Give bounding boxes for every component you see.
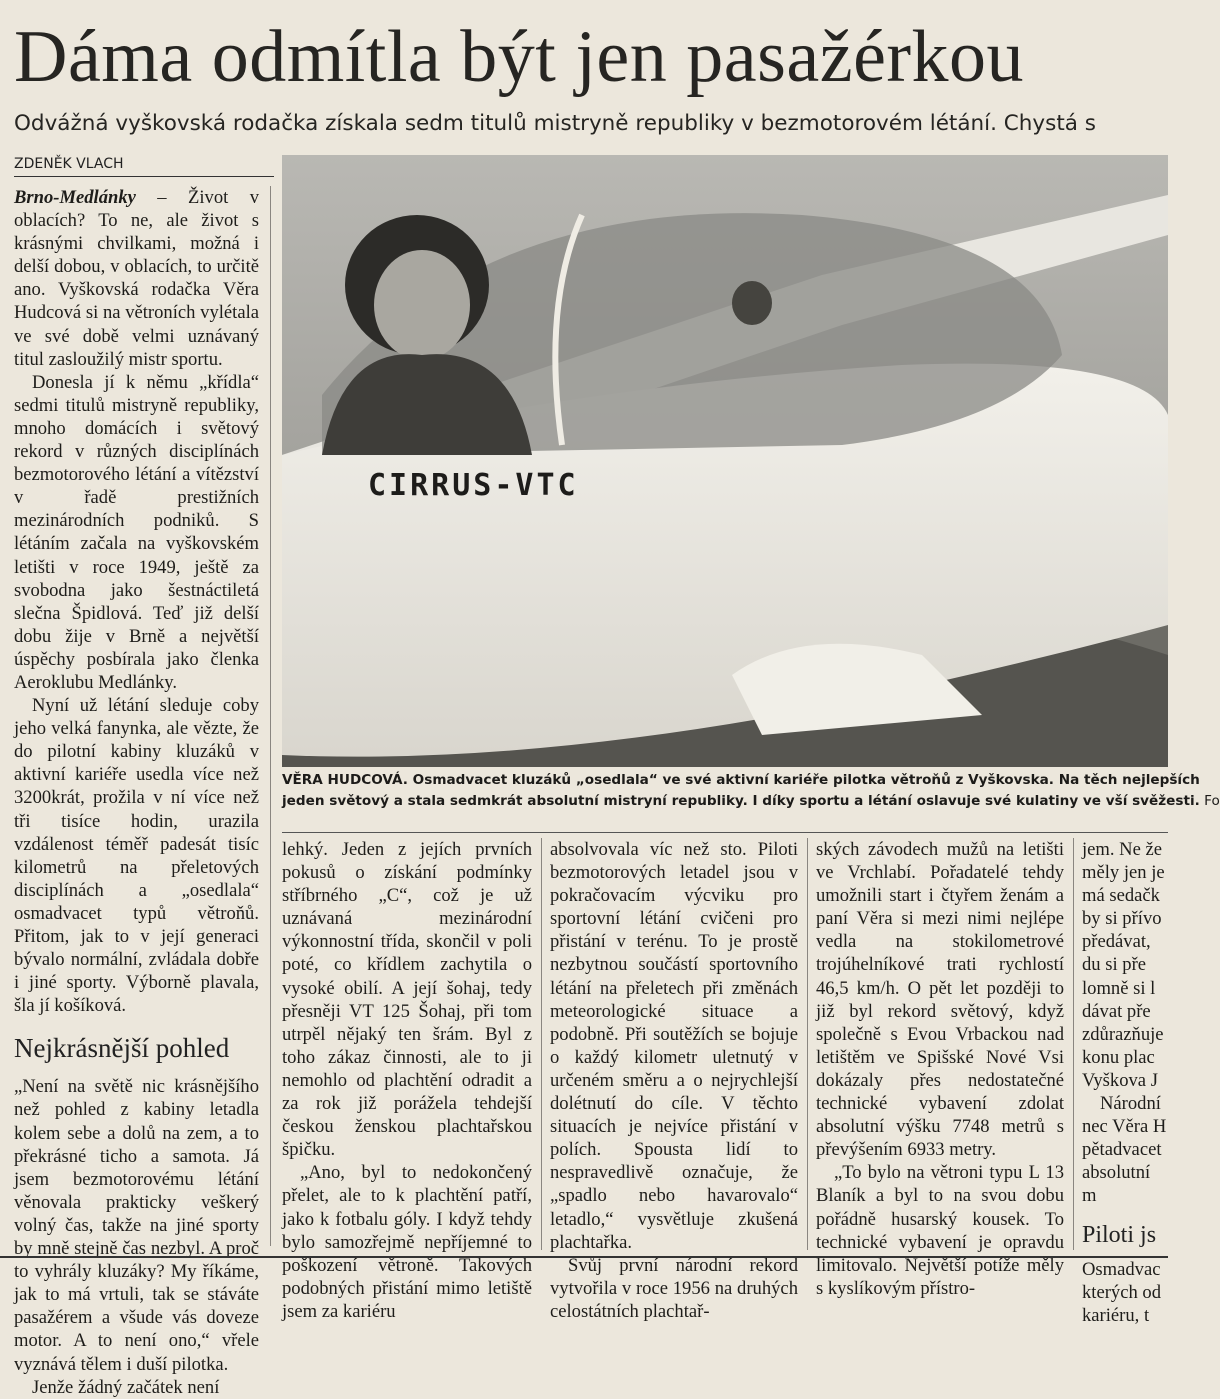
column-rule	[1073, 838, 1074, 1250]
caption-line-1	[282, 770, 1200, 791]
column-5	[1082, 838, 1168, 1326]
paragraph: absolvovala víc než sto. Piloti bezmotorových letadel jsou v pokračovacím výcviku pro sportovní létání cvičeni pro přistání v terénu. To je prostě nezbytnou součástí sportovního létání na přeletech při změnách meteorologické situace a podobně. Při soutěžích se bojuje o každý kilometr uletnutý v určeném směru a o nejrychlejší dolétnutí do cíle. V těchto situacích je nejvíce přistání v polích. Spousta lidí to nespravedlivě označuje, že „spadlo nebo havarovalo“ letadlo,“ vysvětluje zkušená plachtařka.	[550, 839, 798, 1253]
photo-pilot-in-glider	[282, 155, 1168, 767]
paragraph: Jenže žádný začátek není	[32, 1376, 220, 1398]
caption-rule	[282, 832, 1168, 833]
section-subtitle: Nejkrásnější pohled	[14, 1033, 230, 1064]
paragraph: Osmadvac kterých od kariéru, t	[1082, 1258, 1161, 1326]
paragraph: jem. Ne že měly jen je má sedačk by si přívo předávat, du si pře lomně si l dávat pře zdůrazňuje konu plac Vyškova J	[1082, 839, 1165, 1091]
paragraph: Svůj první národní rekord vytvořila v roce 1956 na druhých celostátních plachtař-	[550, 1254, 798, 1322]
paragraph: ských závodech mužů na letišti ve Vrchlabí. Pořadatelé tehdy umožnili start i čtyřem ženám a paní Věra si mezi nimi nejlépe vedla na stokilometrové trojúhelníkové trati rychlostí 46,5 km/h. O pět let později to již byl rekord světový, když společně s Evou Vrbackou nad letištěm ve Spišské Nové Vsi dokázaly přes nedostatečné technické vybavení zdolat absolutní výšku 7748 metrů s převýšením 6933 metry.	[816, 839, 1064, 1161]
paragraph: „Ano, byl to nedokončený přelet, ale to k plachtění patří, jako k fotbalu góly. I když tehdy bylo samozřejmě nepříjemné to poškození větroně. Takových podobných přistání mimo letiště jsem za kariéru	[282, 1162, 532, 1322]
dateline: Brno-Medlánky	[14, 187, 136, 208]
headline: Dáma odmítla být jen pasažérkou	[14, 16, 1025, 98]
column-4	[816, 838, 1064, 1299]
section-subtitle: Piloti js	[1082, 1221, 1157, 1248]
byline: ZDENĚK VLACH	[14, 152, 274, 177]
column-1	[14, 186, 259, 1398]
column-3	[550, 838, 798, 1322]
paragraph: lehký. Jeden z jejích prvních pokusů o získání podmínky stříbrného „C“, což je už uznávaná mezinárodní výkonnostní třída, skončil v poli poté, co křídlem zachytila o vysoké obilí. A její šohaj, tedy přesněji VT 125 Šohaj, při tom utrpěl nějaký ten šrám. Byl z toho zákaz činnosti, ale to ji nemohlo od plachtění odradit a za rok již porážela tehdejší českou ženskou plachtařskou špičku.	[282, 839, 532, 1161]
paragraph: „To bylo na větroni typu L 13 Blaník a byl to na svou dobu pořádně husarský kousek. To technické vybavení je opravdu limitovalo. Největší potíže měly s kyslíkovým přístro-	[816, 1162, 1064, 1299]
bottom-rule	[0, 1256, 1168, 1258]
column-2	[282, 838, 532, 1322]
paragraph: Nyní už létání sleduje coby jeho velká fanynka, ale vězte, že do pilotní kabiny kluzáků v aktivní kariéře usedla více než 3200krát, prožila v ní více než tři tisíce hodin, urazila vzdálenost téměř padesát tisíc kilometrů na přeletových disciplínách a „osedlala“ osmadvacet typů větroňů. Přitom, jak to v její generaci bývalo normální, zvládala dobře i jiné sporty. Výborně plavala, šla jí košíková.	[14, 695, 259, 1017]
column-rule	[807, 838, 808, 1250]
caption-line-2	[282, 791, 1220, 812]
paragraph-intro	[14, 186, 259, 371]
caption-credit: Fo	[1199, 793, 1220, 809]
paragraph-intro-text: – Život v oblacích? To ne, ale život s krásnými chvilkami, možná i delší dobou, v oblacích, to určitě ano. Vyškovská rodačka Věra Hudcová si na větroních vylétala ve své době velmi uznávaný titul zasloužilý mistr sportu.	[14, 187, 259, 370]
column-rule	[541, 838, 542, 1250]
glider-marking: CIRRUS-VTC	[368, 468, 579, 503]
paragraph: Donesla jí k němu „křídla“ sedmi titulů mistryně republiky, mnoho domácích i světový rekord v různých disciplínách bezmotorového létání a vítězství v řadě prestižních mezinárodních podniků. S létáním začala na vyškovském letišti v roce 1949, ještě za svobodna jako šestnáctiletá slečna Špidlová. Teď již delší dobu žije v Brně a největší úspěchy posbírala jako členka Aeroklubu Medlánky.	[14, 371, 259, 693]
paragraph: „Není na světě nic krásnějšího než pohled z kabiny letadla kolem sebe a dolů na zem, a to překrásné ticho a samota. Já jsem bezmotorovému létání věnovala prakticky veškerý volný čas, takže na jiné sporty by mně stejně čas nezbyl. A proč to vyhrály kluzáky? My říkáme, jak to má vrtuli, tak se stáváte pasažérem a všude vás doveze motor. A to není ono,“ vřele vyznává tělem i duší pilotka.	[14, 1076, 259, 1375]
caption-lead: VĚRA HUDCOVÁ.	[282, 772, 408, 788]
caption-text-2: jeden světový a stala sedmkrát absolutní mistryní republiky. I díky sportu a létání oslavuje své kulatiny ve vší svěžesti.	[282, 793, 1200, 809]
paragraph: Národní nec Věra H pětadvacet absolutní m	[1082, 1093, 1167, 1207]
photo-caption	[282, 770, 1220, 830]
glider-photo-illustration	[282, 155, 1168, 767]
column-rule	[270, 186, 271, 1246]
caption-text-1: Osmadvacet kluzáků „osedlala“ ve své aktivní kariéře pilotka větroňů z Vyškovska. Na těch nejlepších	[407, 772, 1200, 788]
subheadline: Odvážná vyškovská rodačka získala sedm titulů mistryně republiky v bezmotorovém létání. Chystá s	[14, 111, 1097, 136]
